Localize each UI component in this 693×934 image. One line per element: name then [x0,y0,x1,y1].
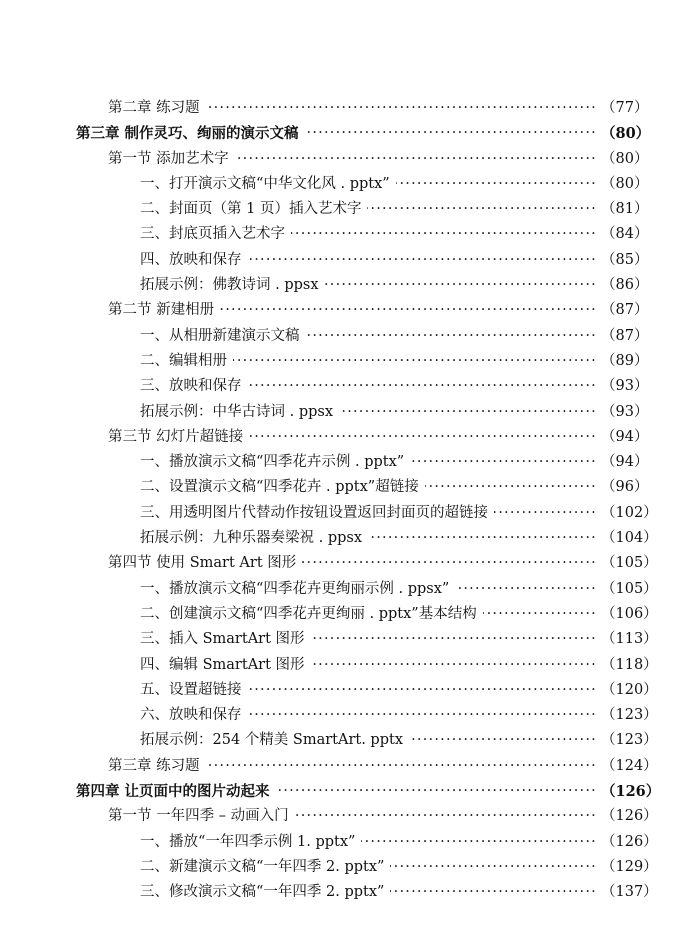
toc-entry[interactable] [0,172,693,197]
toc-entry-page: （80） [601,175,649,192]
table-of-contents [0,96,693,906]
toc-entry-page: （86） [601,277,649,294]
toc-entry-title: 第二章 练习题 [108,100,200,116]
toc-entry[interactable] [0,602,693,627]
toc-entry[interactable] [0,147,693,172]
toc-entry-page: （102） [601,504,658,521]
toc-entry[interactable] [0,349,693,374]
toc-chapter[interactable] [0,121,693,146]
toc-entry[interactable] [0,526,693,551]
dot-leader [206,96,597,121]
toc-entry-page: （123） [601,732,658,749]
toc-entry-page: （93） [601,378,649,395]
toc-entry-page: （87） [601,302,649,319]
toc-entry-title: 三、封底页插入艺术字 [140,226,285,243]
toc-entry-title: 第二节 新建相册 [108,302,215,319]
toc-entry[interactable] [0,374,693,399]
toc-entry-title: 拓展示例：九种乐器奏梁祝 . ppsx [140,530,363,547]
toc-entry-title: 第四节 使用 Smart Art 图形 [108,555,297,572]
toc-entry-page: （77） [601,100,649,116]
toc-entry-title: 第三章 练习题 [108,757,200,774]
toc-entry-page: （126） [601,833,658,850]
toc-entry-title: 三、插入 SmartArt 图形 [140,631,305,648]
dot-leader [248,374,598,399]
toc-entry[interactable] [0,653,693,678]
toc-entry[interactable] [0,425,693,450]
toc-entry-page: （105） [601,580,658,597]
toc-entry[interactable] [0,551,693,576]
toc-entry-page: （81） [601,201,649,218]
dot-leader [306,324,598,349]
dot-leader [295,804,597,829]
toc-entry-title: 三、修改演示文稿“一年四季 2. pptx” [140,884,385,901]
dot-leader [396,172,597,197]
dot-leader [248,678,598,703]
toc-entry-page: （129） [601,858,658,875]
toc-entry-page: （85） [601,251,649,268]
toc-entry-title: 二、创建演示文稿“四季花卉更绚丽 . pptx”基本结构 [140,605,477,622]
dot-leader [206,754,597,779]
dot-leader [302,551,597,576]
dot-leader [248,703,598,728]
toc-entry[interactable] [0,298,693,323]
dot-leader [483,602,597,627]
toc-entry-page: （84） [601,226,649,243]
toc-entry-title: 五、设置超链接 [140,681,242,698]
dot-leader [220,298,597,323]
dot-leader [390,880,597,905]
toc-entry-page: （123） [601,707,658,724]
toc-entry[interactable] [0,880,693,905]
toc-entry-title: 二、新建演示文稿“一年四季 2. pptx” [140,858,385,875]
toc-entry[interactable] [0,400,693,425]
toc-entry[interactable] [0,324,693,349]
dot-leader [233,349,597,374]
toc-entry-title: 第一节 一年四季 – 动画入门 [108,808,289,825]
toc-entry-page: （124） [601,757,658,774]
toc-entry-title: 二、设置演示文稿“四季花卉 . pptx”超链接 [140,479,419,496]
toc-entry[interactable] [0,804,693,829]
toc-entry-title: 四、放映和保存 [140,251,242,268]
dot-leader [248,248,598,273]
toc-entry[interactable] [0,830,693,855]
toc-entry-title: 拓展示例：254 个精美 SmartArt. pptx [140,732,403,749]
toc-entry[interactable] [0,450,693,475]
dot-leader [390,855,597,880]
toc-entry-title: 二、编辑相册 [140,352,227,369]
toc-entry[interactable] [0,627,693,652]
toc-entry-page: （137） [601,884,658,901]
dot-leader [249,425,597,450]
toc-entry-title: 一、播放演示文稿“四季花卉更绚丽示例 . ppsx” [140,580,450,597]
toc-entry-title: 一、打开演示文稿“中华文化风 . pptx” [140,175,390,192]
toc-entry-title: 四、编辑 SmartArt 图形 [140,656,305,673]
toc-entry-title: 拓展示例：中华古诗词 . ppsx [140,403,334,420]
toc-entry-title: 一、播放演示文稿“四季花卉示例 . pptx” [140,454,405,471]
toc-entry-title: 六、放映和保存 [140,707,242,724]
toc-entry-title: 第三节 幻灯片超链接 [108,428,244,445]
dot-leader [361,830,597,855]
toc-entry[interactable] [0,96,693,121]
dot-leader [311,653,597,678]
dot-leader [311,627,597,652]
toc-entry[interactable] [0,728,693,753]
dot-leader [276,779,597,804]
toc-chapter[interactable] [0,779,693,804]
toc-entry-page: （94） [601,454,649,471]
toc-entry-page: （80） [601,125,651,143]
toc-entry-page: （106） [601,605,658,622]
toc-entry-title: 第三章 制作灵巧、绚丽的演示文稿 [76,125,299,143]
dot-leader [367,197,597,222]
toc-entry-title: 第一节 添加艺术字 [108,150,229,167]
dot-leader [368,526,597,551]
toc-entry[interactable] [0,754,693,779]
toc-entry-title: 二、封面页（第 1 页）插入艺术字 [140,201,362,218]
toc-entry-page: （126） [601,808,658,825]
dot-leader [494,501,597,526]
dot-leader [339,400,597,425]
toc-entry-page: （89） [601,352,649,369]
dot-leader [409,728,597,753]
toc-entry-title: 三、用透明图片代替动作按钮设置返回封面页的超链接 [140,504,488,521]
toc-entry[interactable] [0,222,693,247]
toc-entry[interactable] [0,475,693,500]
toc-entry[interactable] [0,197,693,222]
dot-leader [410,450,597,475]
dot-leader [455,577,597,602]
dot-leader [235,147,597,172]
dot-leader [291,222,597,247]
toc-entry-page: （126） [601,783,661,801]
toc-entry-title: 一、播放“一年四季示例 1. pptx” [140,833,356,850]
toc-entry[interactable] [0,248,693,273]
toc-entry-page: （93） [601,403,649,420]
toc-entry-page: （104） [601,530,658,547]
toc-entry-title: 第四章 让页面中的图片动起来 [76,783,270,801]
toc-entry-page: （87） [601,327,649,344]
toc-entry-title: 一、从相册新建演示文稿 [140,327,300,344]
toc-entry-page: （120） [601,681,658,698]
toc-entry[interactable] [0,501,693,526]
toc-entry[interactable] [0,703,693,728]
toc-entry-page: （96） [601,479,649,496]
toc-entry[interactable] [0,678,693,703]
dot-leader [305,121,597,146]
toc-entry-page: （118） [601,656,658,673]
toc-entry[interactable] [0,855,693,880]
toc-entry-title: 三、放映和保存 [140,378,242,395]
dot-leader [425,475,597,500]
dot-leader [325,273,597,298]
toc-entry-page: （105） [601,555,658,572]
toc-entry[interactable] [0,273,693,298]
toc-entry[interactable] [0,577,693,602]
toc-entry-title: 拓展示例：佛教诗词 . ppsx [140,277,319,294]
toc-entry-page: （80） [601,150,649,167]
toc-entry-page: （113） [601,631,658,648]
toc-entry-page: （94） [601,428,649,445]
